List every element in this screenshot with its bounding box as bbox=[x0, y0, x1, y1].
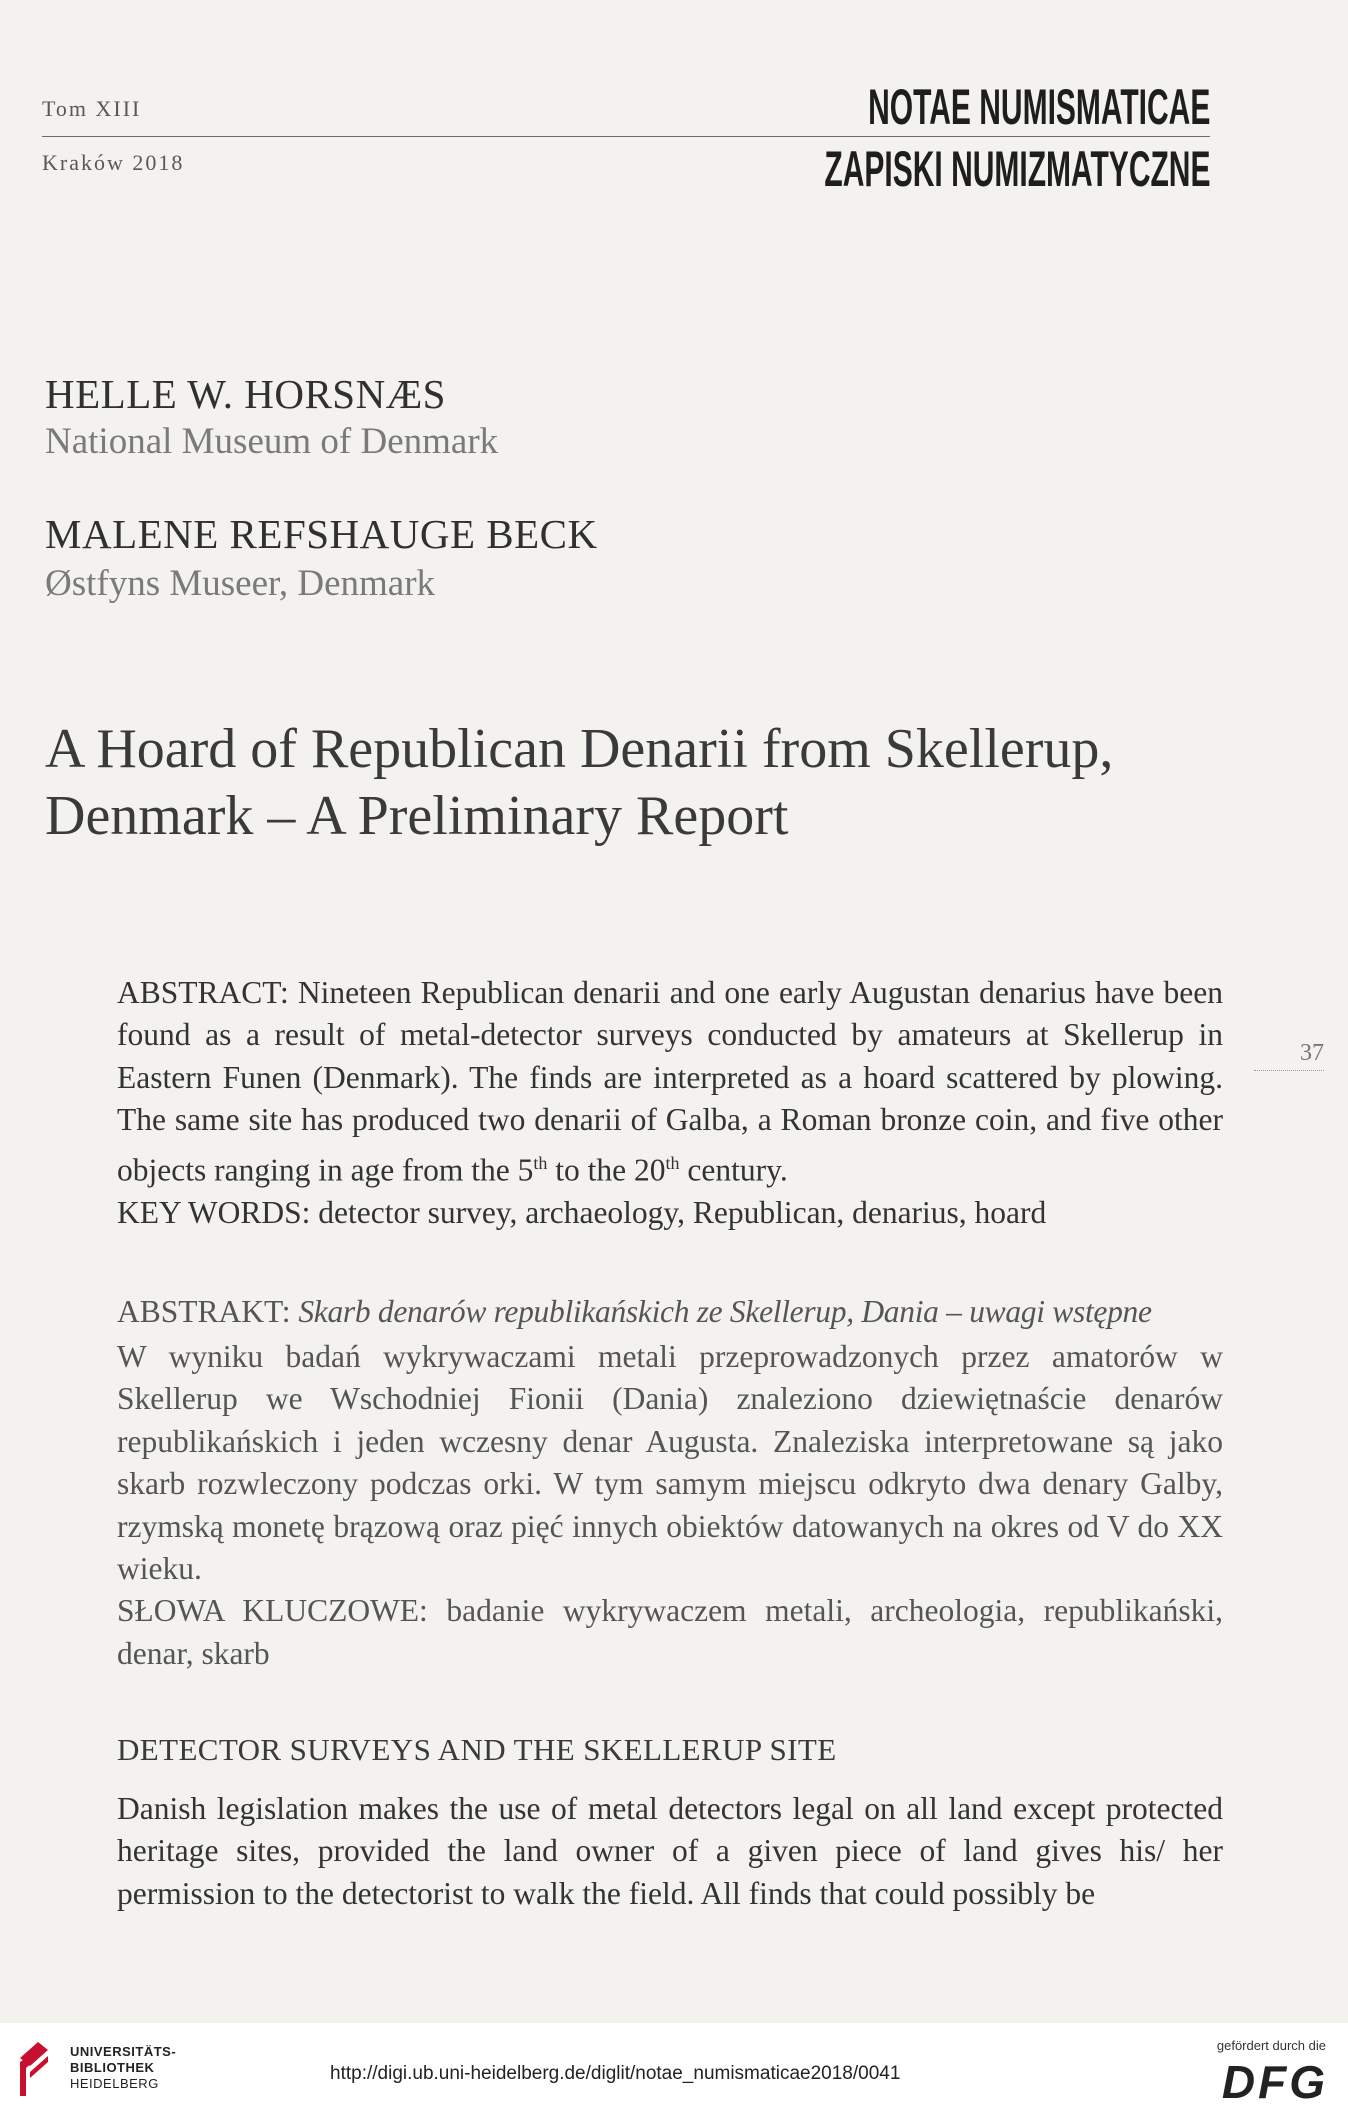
dfg-logo: DFG bbox=[1221, 2056, 1328, 2108]
library-name: UNIVERSITÄTS- BIBLIOTHEK HEIDELBERG bbox=[70, 2044, 177, 2091]
author-1-name: HELLE W. HORSNÆS bbox=[45, 371, 446, 417]
abstract-english bbox=[47, 972, 1223, 1234]
article-title-line2: Denmark – A Preliminary Report bbox=[45, 785, 789, 847]
abstract-polish bbox=[47, 1336, 1223, 1675]
funding-note: gefördert durch die bbox=[1216, 2038, 1326, 2053]
journal-title: NOTAE NUMISMATICAE bbox=[867, 79, 1210, 135]
section-body bbox=[47, 1788, 1223, 1915]
abstract-polish-title: Skarb denarów republikańskich ze Skellerup, Dania – uwagi wstępne bbox=[298, 1294, 1152, 1329]
place-year-label: Kraków 2018 bbox=[42, 150, 185, 175]
keywords-english: KEY WORDS: detector survey, archaeology, Republican, denarius, hoard bbox=[117, 1194, 1047, 1230]
section-heading: DETECTOR SURVEYS AND THE SKELLERUP SITE bbox=[117, 1732, 837, 1767]
author-2-affiliation: Østfyns Museer, Denmark bbox=[45, 563, 436, 604]
header-rule bbox=[42, 136, 1210, 137]
author-2-name: MALENE REFSHAUGE BECK bbox=[45, 511, 598, 557]
author-1-affiliation: National Museum of Denmark bbox=[45, 421, 499, 462]
abstract-polish-text: W wyniku badań wykrywaczami metali przeprowadzonych przez amatorów w Skellerup we Wschodniej Fionii (Dania) znaleziono dziewiętnaście denarów republikańskich i jeden wczesny denar Augusta. Znaleziska interpretowane są jako skarb rozwleczony podczas orki. W tym samym miejscu odkryto dwa denary Galby, rzymską monetę brązową oraz pięć innych obiektów datowanych na okres od V do XX wieku. bbox=[117, 1339, 1223, 1587]
abstract-english-text: ABSTRACT: Nineteen Republican denarii and one early Augustan denarius have been found as a result of metal-detector surveys conducted by amateurs at Skellerup in Eastern Funen (Denmark). The finds are interpreted as a hoard scattered by plowing. The same site has produced two denarii of Galba, a Roman bronze coin, and five other objects ranging in age from the 5th to the 20th century. bbox=[117, 975, 1223, 1188]
volume-label: Tom XIII bbox=[42, 96, 142, 121]
section-body-text: Danish legislation makes the use of metal detectors legal on all land except protected heritage sites, provided the land owner of a given piece of land gives his/ her permission to the detectorist to walk the field. All finds that could possibly be bbox=[117, 1791, 1223, 1911]
abstract-polish-heading: ABSTRAKT: Skarb denarów republikańskich ze Skellerup, Dania – uwagi wstępne bbox=[117, 1294, 1152, 1329]
keywords-polish: SŁOWA KLUCZOWE: badanie wykrywaczem metali, archeologia, republikański, denar, skarb bbox=[117, 1593, 1223, 1671]
superscript-th-1: th bbox=[533, 1152, 548, 1173]
library-logo-icon bbox=[14, 2038, 54, 2102]
page-number-rule bbox=[1254, 1070, 1324, 1071]
journal-subtitle: ZAPISKI NUMIZMATYCZNE bbox=[823, 141, 1210, 197]
source-url-link[interactable]: http://digi.ub.uni-heidelberg.de/diglit/notae_numismaticae2018/0041 bbox=[330, 2063, 901, 2084]
article-title-line1: A Hoard of Republican Denarii from Skellerup, bbox=[45, 718, 1114, 780]
page-number: 37 bbox=[1300, 1040, 1324, 1066]
article-title bbox=[45, 716, 1215, 850]
superscript-th-2: th bbox=[665, 1152, 680, 1173]
